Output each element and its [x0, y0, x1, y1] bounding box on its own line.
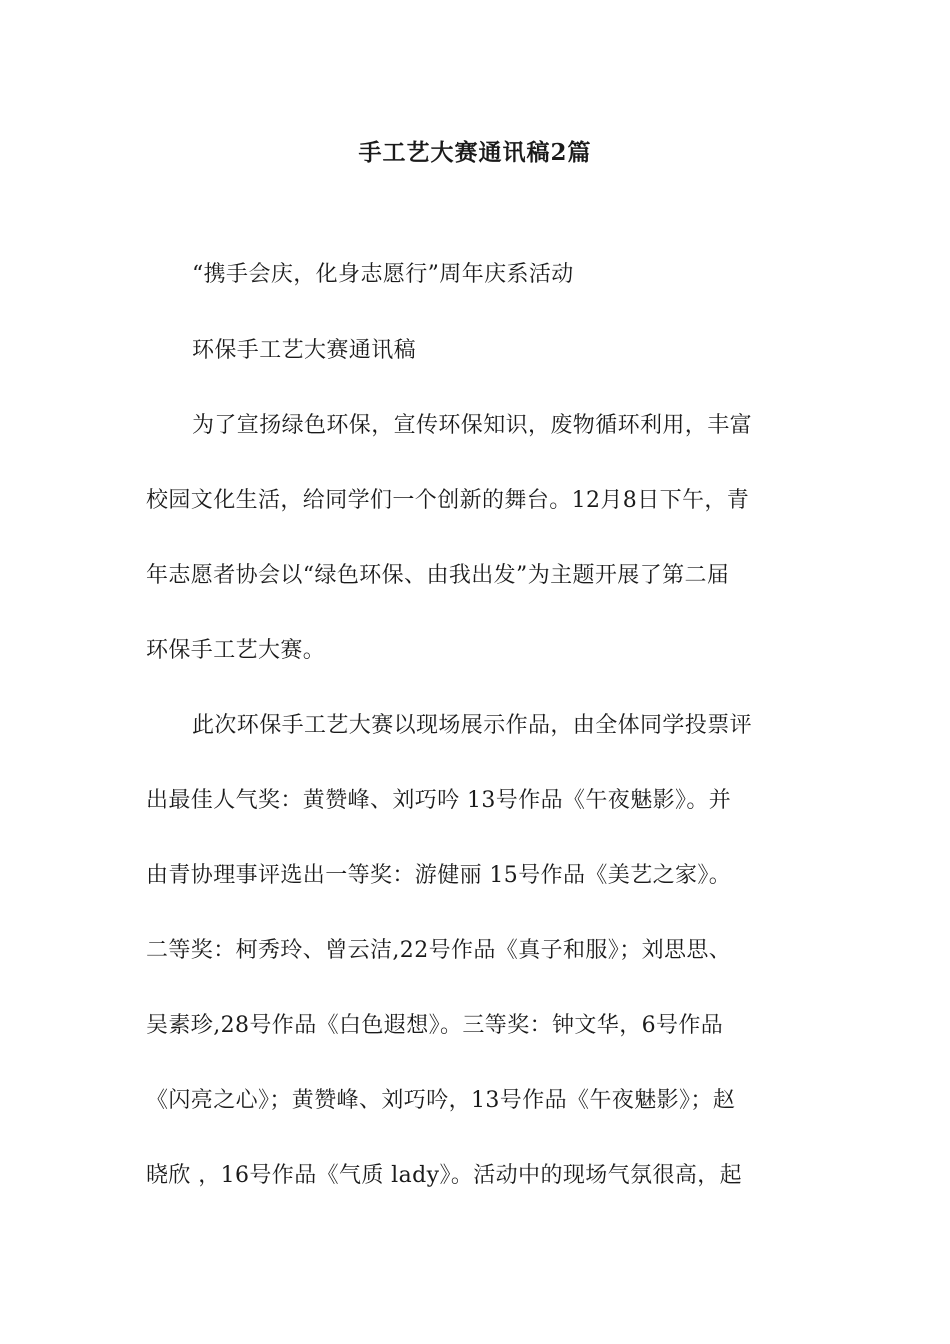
paragraph-line: 环保手工艺大赛。 [146, 638, 326, 663]
paragraph-line: 吴素珍,28号作品《白色遐想》。三等奖：钟文华，6号作品 [146, 1013, 724, 1038]
paragraph-line: 晓欣 ，16号作品《气质 lady》。活动中的现场气氛很高，起 [146, 1163, 743, 1188]
paragraph-line: 年志愿者协会以“绿色环保、由我出发”为主题开展了第二届 [146, 563, 730, 588]
paragraph-line: 此次环保手工艺大赛以现场展示作品，由全体同学投票评 [192, 713, 753, 738]
paragraph-line: 由青协理事评选出一等奖：游健丽 15号作品《美艺之家》。 [146, 863, 732, 888]
paragraph-line: 二等奖：柯秀玲、曾云洁,22号作品《真子和服》；刘思思、 [146, 938, 732, 963]
paragraph-line: 校园文化生活，给同学们一个创新的舞台。12月8日下午，青 [146, 488, 750, 513]
document-title: 手工艺大赛通讯稿2篇 [358, 139, 592, 166]
paragraph-line: 《闪亮之心》；黄赞峰、刘巧吟，13号作品《午夜魅影》；赵 [146, 1088, 736, 1113]
paragraph-line: 为了宣扬绿色环保，宣传环保知识，废物循环利用，丰富 [192, 413, 753, 438]
subtitle-line: 环保手工艺大赛通讯稿 [192, 338, 417, 363]
paragraph-line: 出最佳人气奖：黄赞峰、刘巧吟 13号作品《午夜魅影》。并 [146, 788, 732, 813]
subtitle-line: “携手会庆，化身志愿行”周年庆系活动 [192, 262, 574, 287]
